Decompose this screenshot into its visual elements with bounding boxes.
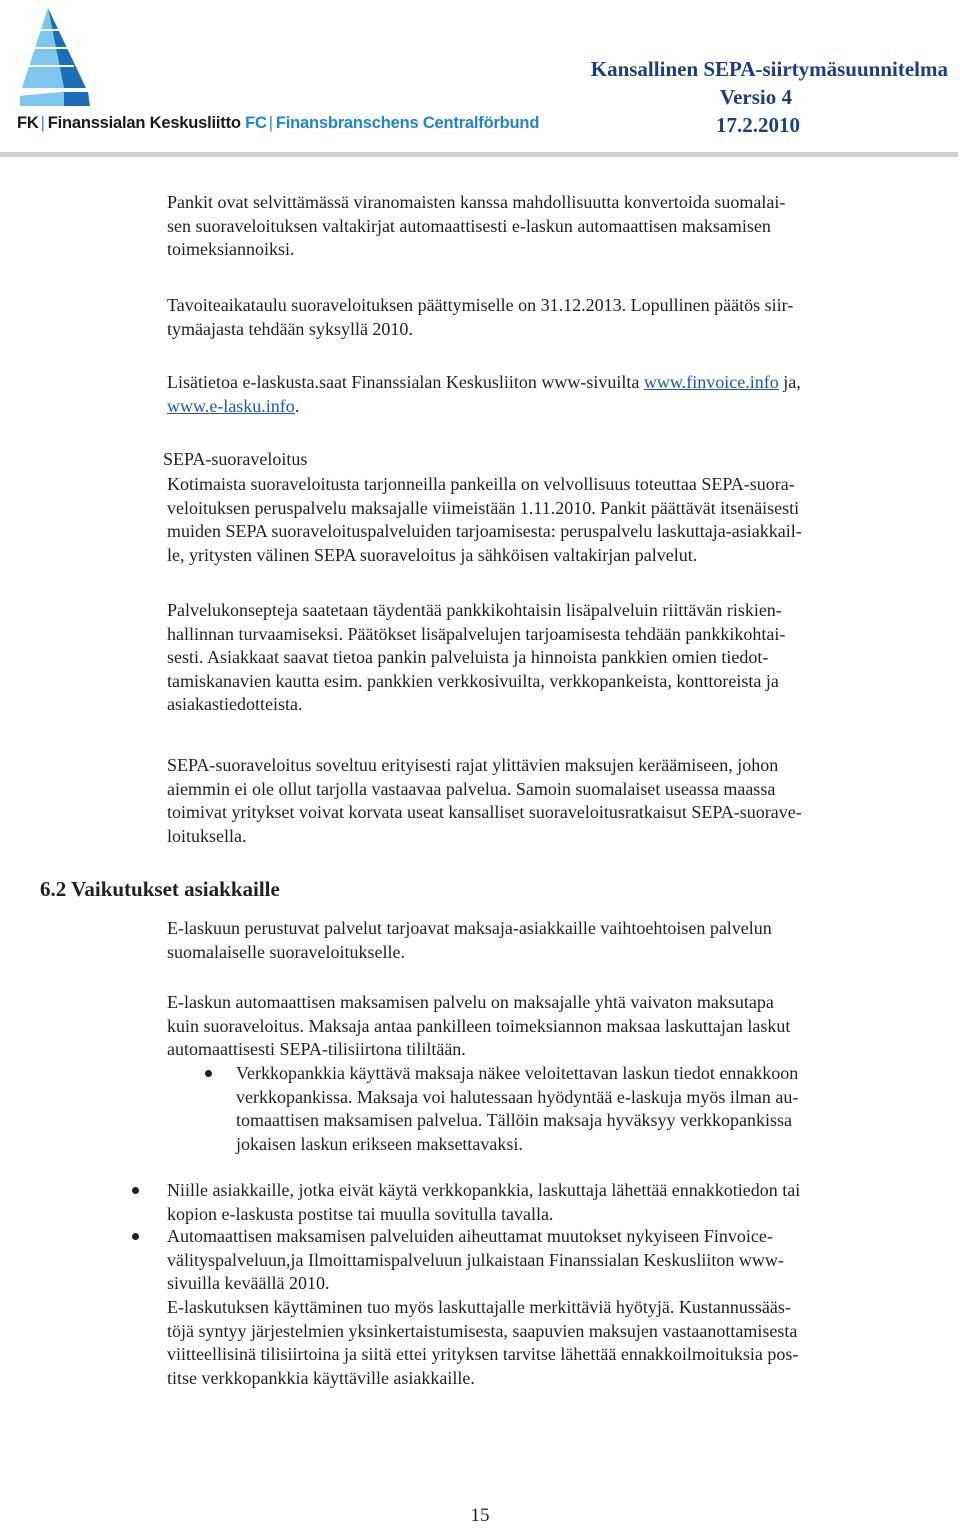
organization-name: FK | Finanssialan Keskusliitto FC | Finansbranschens Centralförbund (17, 114, 540, 132)
page-number: 15 (470, 1505, 490, 1526)
paragraph-service-concepts: Palvelukonsepteja saatetaan täydentää pankkikohtaisin lisäpalveluin riittävän riskien- hallinnan turvaamiseksi. Päätökset lisäpalvelujen tarjoamisesta tehdään pankkikohtai- sesti. Asiakkaat saavat tietoa pankin palveluista ja hinnoista pankkien omien tiedot- tamiskanavien kautta esim. pankkien verkkosivuilta, verkkopankeista, konttoreista ja asiakastiedotteista. (167, 600, 786, 714)
org-name-fi: Finanssialan Keskusliitto (47, 114, 241, 132)
paragraph-cross-border: SEPA-suoraveloitus soveltuu erityisesti rajat ylittävien maksujen keräämiseen, johon aiemmin ei ole ollut tarjolla vastaavaa palvelua. Samoin suomalaiset useassa maassa toimivat yritykset voivat korvata useat kansalliset suoraveloitusratkaisut SEPA-suorave- loituksella. (167, 755, 802, 846)
finvoice-link[interactable]: www.finvoice.info (643, 372, 779, 392)
header-divider (0, 152, 958, 157)
more-info-end: . (294, 395, 300, 416)
list-item-finvoice-changes: Automaattisen maksamisen palveluiden aiheuttamat muutokset nykyiseen Finvoice- välityspalveluun,ja Ilmoittamispalveluun julkaistaan Finanssialan Keskusliiton www- sivuilla keväällä 2010. (167, 1226, 784, 1293)
more-info-conj: ja, (778, 372, 801, 392)
paragraph-sepa-obligation: Kotimaista suoraveloitusta tarjonneilla pankeilla on velvollisuus toteuttaa SEPA-suora- veloituksen peruspalvelu maksajalle viimeistään 1.11.2010. Pankit päättävät itsenäisesti muiden SEPA suoraveloituspalveluiden tarjoamisesta: peruspalvelu laskuttaja-asiakkail- le, yritysten välinen SEPA suoraveloitus ja sähköisen valtakirjan palvelut. (167, 474, 802, 565)
paragraph-conversion: Pankit ovat selvittämässä viranomaisten kanssa mahdollisuutta konvertoida suomalai- sen suoraveloituksen valtakirjat automaattisesti e-laskun automaattisen maksamisen toimeksiannoiksi. (167, 192, 786, 259)
document-version: Versio 4 (719, 85, 792, 109)
list-item-no-online-bank: Niille asiakkaille, jotka eivät käytä verkkopankkia, laskuttaja lähettää ennakkotiedon tai kopion e-laskusta postitse tai muulla sovitulla tavalla. (167, 1180, 801, 1224)
e-lasku-link[interactable]: www.e-lasku.info (167, 395, 295, 416)
paragraph-biller-benefits: E-laskutuksen käyttäminen tuo myös laskuttajalle merkittäviä hyötyjä. Kustannussääs- töjä syntyy järjestelmien yksinkertaistumisesta, saapuvien maksujen vastaanottamisesta viitteellisinä tilisiirtoina ja siitä ettei yrityksen tarvitse lähettää ennakkoilmoituksia pos- titse verkkopankkia käyttäville asiakkaille. (167, 1297, 799, 1388)
org-abbrev-fi: FK (17, 114, 39, 132)
section-heading: 6.2 Vaikutukset asiakkaille (40, 877, 280, 901)
org-name-sv: Finansbranschens Centralförbund (275, 114, 540, 132)
bullet-icon (132, 1233, 139, 1240)
paragraph-more-info (167, 371, 927, 418)
paragraph-automatic-payment: E-laskun automaattisen maksamisen palvelu on maksajalle yhtä vaivaton maksutapa kuin suoraveloitus. Maksaja antaa pankilleen toimeksiannon maksaa laskuttajan laskut automaattisesti SEPA-tilisiirtona tililtään. (167, 992, 791, 1059)
org-abbrev-sv: FC (245, 114, 267, 132)
bullet-icon (132, 1187, 139, 1194)
document-title: Kansallinen SEPA-siirtymäsuunnitelma (590, 57, 948, 81)
fk-logo-icon (18, 6, 98, 110)
paragraph-e-invoice-services: E-laskuun perustuvat palvelut tarjoavat maksaja-asiakkaille vaihtoehtoisen palvelun suomalaiselle suoraveloitukselle. (167, 918, 772, 962)
bullet-icon (205, 1070, 212, 1077)
page-header (0, 0, 960, 160)
paragraph-schedule: Tavoiteaikataulu suoraveloituksen päättymiselle on 31.12.2013. Lopullinen päätös siir- tymäajasta tehdään syksyllä 2010. (167, 295, 794, 339)
sepa-subheading: SEPA-suoraveloitus (163, 449, 308, 469)
document-date: 17.2.2010 (716, 113, 800, 137)
list-item-online-bank: Verkkopankkia käyttävä maksaja näkee veloitettavan laskun tiedot ennakkoon verkkopankissa. Maksaja voi halutessaan hyödyntää e-laskuja myös ilman au- tomaattisen maksamisen palvelua. Tällöin maksaja hyväksyy verkkopankissa jokaisen laskun erikseen maksettavaksi. (236, 1063, 799, 1154)
more-info-text: Lisätietoa e-laskusta.saat Finanssialan Keskusliiton www-sivuilta (167, 372, 644, 392)
